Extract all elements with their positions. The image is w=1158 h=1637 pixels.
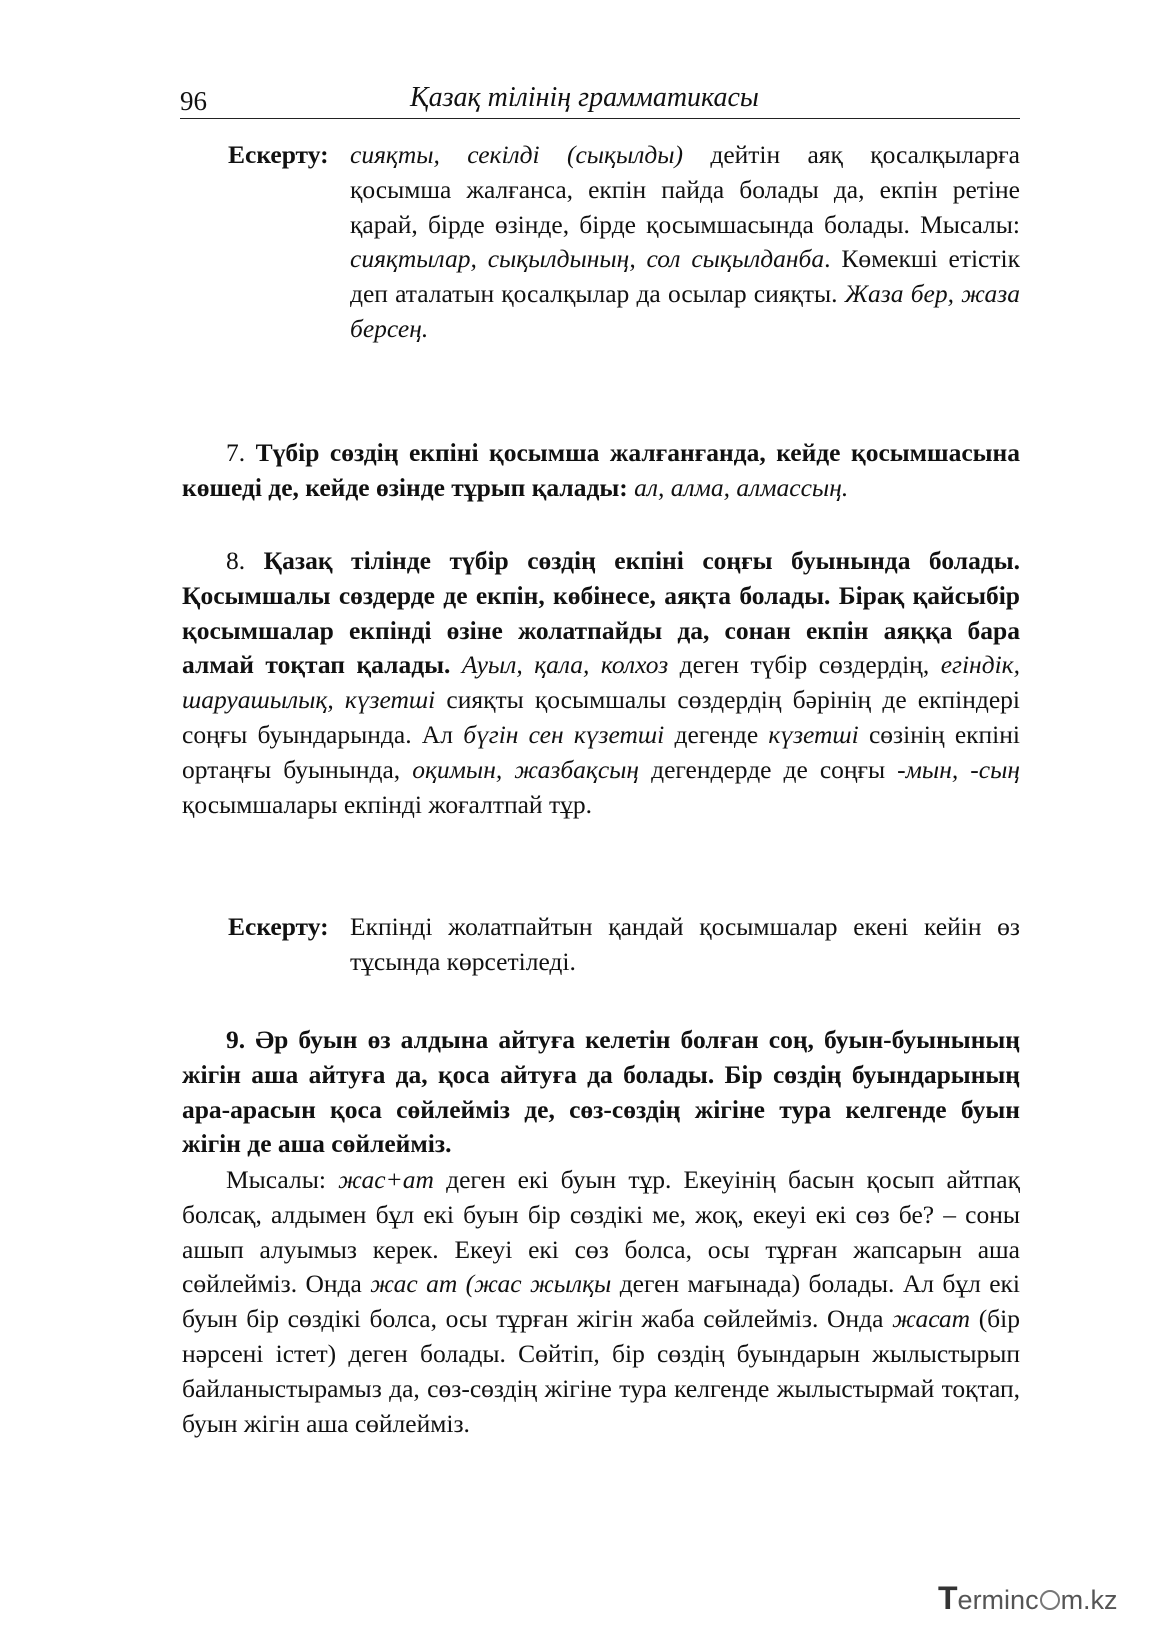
example-words: жасат — [892, 1304, 971, 1334]
body-text: сөзінің екпіні ортаңғы буынында, — [182, 719, 1020, 784]
note-label: Ескерту: — [228, 912, 329, 941]
page-header — [180, 82, 1020, 119]
example-words: ал, алма, алмассың. — [627, 472, 849, 502]
body-text: деген түбір сөздердің, — [668, 650, 941, 680]
note-remark-2 — [228, 910, 1020, 980]
paragraph-number: 7. — [226, 438, 256, 467]
body-text: (бір нәрсені істет) деген болады. Сөйтіп, бір сөздің буындарын жылыстырып байланыстырамыз да, сөз-сөздің жігіне тура келгенде жылыстырмай тоқтап, буын жігін аша сөйлейміз. — [182, 1304, 1020, 1438]
example-words: сияқты, секілді (сықылды) — [350, 140, 684, 169]
example-words: оқимын, жазбақсың — [412, 754, 640, 784]
rule-text: Қазақ тілінде түбір сөздің екпіні соңғы буынында болады. Қосымшалы сөздерде де екпін, көбінесе, аяқта болады. Бірақ қайсыбір қосымшалар екпінді өзіне жолатпайды да, сонан екпін аяққа бара алмай тоқтап қалады. — [182, 546, 1020, 680]
paragraph-7 — [182, 436, 1020, 506]
example-words: жас ат (жас жылқы — [370, 1269, 612, 1299]
logo-text: ermin — [957, 1585, 1026, 1615]
body-text: деген мағынада) болады. Ал бұл екі буын бір сөздікі болса, осы тұрған жігін жаба сөйлейміз. Онда — [182, 1269, 1021, 1334]
magnifier-icon — [1040, 1590, 1060, 1610]
body-text: Мысалы: — [226, 1165, 339, 1194]
paragraph-number: 8. — [226, 546, 264, 575]
note-remark-1 — [228, 138, 1020, 347]
body-text: сияқты қосымшалы сөздердің бәрінің де екпіндері соңғы буындарында. Ал — [182, 685, 1020, 749]
body-text: деген екі буын тұр. Екеуінің басын қосып айтпақ болсақ, алдымен бұл екі буын бір сөздікі ме, жоқ, екеуі екі сөз бе? – соны ашып алуымыз керек. Екеуі екі сөз болса, осы тұрған жапсарын аша сөйлейміз. Онда — [182, 1165, 1021, 1299]
paragraph-9: 9. Әр буын өз алдына айтуға келетін болған соң, буын-буынының жігін аша айтуға да, қоса айтуға да болады. Бір сөздің буындарының ара-арасын қоса сөйлейміз де, сөз-сөздің жігіне тура келгенде буын жігін де аша сөйлейміз. — [182, 1025, 1020, 1159]
example-words: Ауыл, қала, колхоз — [450, 650, 669, 680]
example-words: жас+ат — [338, 1165, 434, 1194]
logo-letter: T — [938, 1580, 958, 1616]
note-body: Екпінді жолатпайтын қандай қосымшалар екені кейін өз тұсында көрсетіледі. — [350, 912, 1020, 976]
example-words: егіндік, шаруашылық, күзетші — [182, 650, 1020, 715]
termincom-watermark-logo — [938, 1580, 1138, 1620]
note-text: дейтін аяқ қосалқыларға қосымша жалғанса, екпін пайда болады да, екпін ретіне қарай, бірде өзінде, бірде қосымшасында болады. Мысалы: — [350, 140, 1020, 239]
note-label: Ескерту: — [228, 140, 329, 169]
paragraph-example — [182, 1163, 1020, 1441]
example-words: сияқтылар, сықылдының, сол сықылданба — [350, 244, 825, 274]
example-words: бүгін сен күзетші — [463, 719, 665, 749]
logo-text: c — [1025, 1585, 1039, 1615]
note-body — [350, 138, 1020, 347]
body-text: қосымшалары екпінді жоғалтпай тұр. — [182, 789, 592, 819]
page-number: 96 — [180, 86, 207, 116]
example-words: Жаза бер, жаза берсең. — [350, 279, 1020, 343]
body-text: дегенде — [664, 719, 769, 749]
example-words: күзетші — [768, 719, 859, 749]
logo-text: m.kz — [1060, 1585, 1118, 1615]
rule-text: Түбір сөздің екпіні қосымша жалғанғанда, кейде қосымшасына көшеді де, кейде өзінде тұрып қалады: — [182, 438, 1020, 502]
note-text: . Көмекші етістік деп аталатын қосалқылар да осылар сияқты. — [350, 244, 1020, 309]
body-text: дегендерде де соңғы — [639, 754, 898, 784]
paragraph-8 — [182, 544, 1020, 822]
running-title: Қазақ тілінің грамматикасы — [410, 82, 759, 113]
example-words: -мын, -сың — [897, 754, 1020, 784]
